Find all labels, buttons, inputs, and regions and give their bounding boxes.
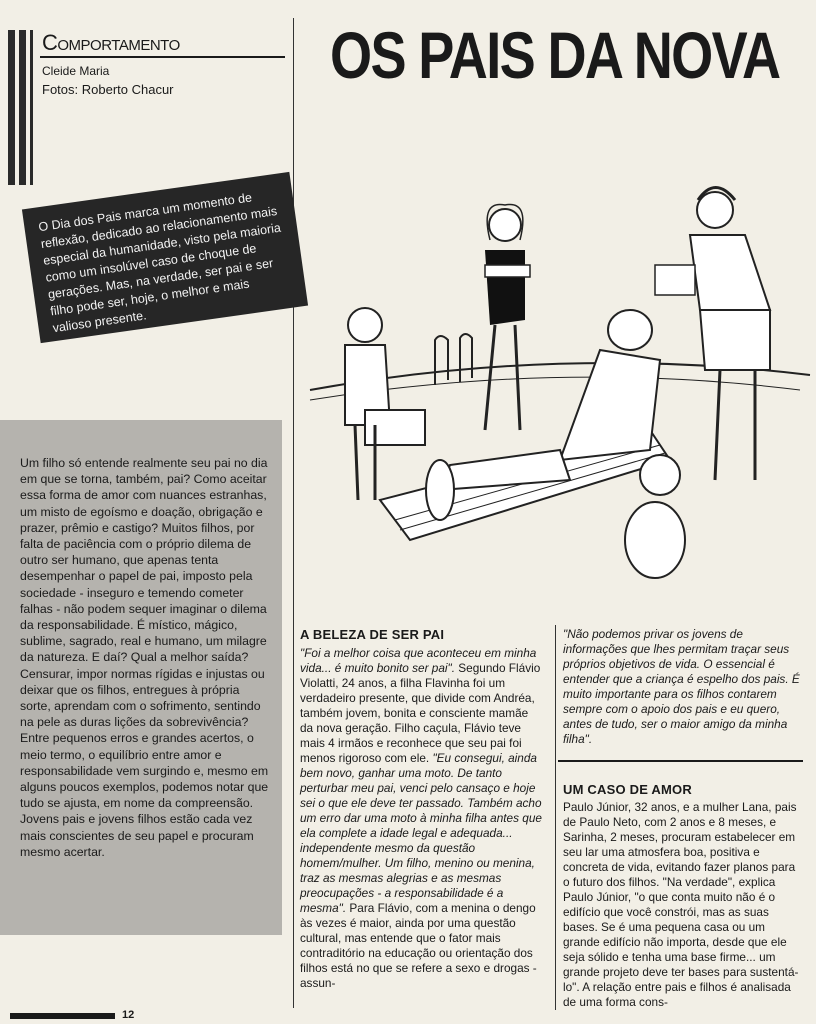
section-a-text-2: Para Flávio, com a menina o dengo às vezes é maior, ainda por uma questão cultural, mas entende que o fator mais contraditório na educação ou orientação dos filhos está no que se refere a sexo e drogas - assun-: [300, 901, 537, 990]
intro-box: O Dia dos Pais marca um momento de reflexão, dedicado ao relacionamento mais especial da humanidade, visto pela maioria como um insolúvel caso de choque de gerações. Mas, na verdade, ser pai e ser filho pode ser, hoje, o melhor e mais valioso presente.: [22, 172, 308, 343]
page-number: 12: [122, 1009, 135, 1021]
page-number-bar: [10, 1013, 115, 1019]
title-rule: [40, 56, 285, 58]
section-a-quote-2: "Eu consegui, ainda bem novo, ganhar uma moto. De tanto perturbar meu pai, venci pelo cansaço e hoje sei o que ele deve ter passado. Também acho um erro dar uma moto à minha filha antes que ela complete a idade legal e adequada... independente mesmo da questão homem/mulher. Um filho, menino ou menina, traz as mesmas alegrias e as mesmas preocupações - a responsabilidade é a mesma".: [300, 751, 542, 915]
section-divider: [558, 760, 803, 762]
section-a-text-1: Segundo Flávio Violatti, 24 anos, a filha Flavinha foi um verdadeiro presente, que divide com Andréa, também jovem, bonita e consciente mamãe da nova geração. Filho caçula, Flávio teve mais 4 irmãos e reconhece que seu pai foi menos rigoroso com ele.: [300, 661, 541, 765]
sidebar-text: Um filho só entende realmente seu pai no dia em que se torna, também, pai? Como aceitar essa forma de amor com nuances estranhas, um misto de egoísmo e doação, obrigação e prazer, prêmio e castigo? Muitos filhos, por falta de paciência com o próprio dilema de outro ser humano, que apenas tenta desempenhar o papel de pai, imposto pela sociedade - inseguro e temendo cometer falhas - não podem sequer imaginar o dilema da responsabilidade. É místico, mágico, sublime, sagrado, real e humano, um milagre da natureza. E daí? Qual a melhor saída? Censurar, impor normas rígidas e injustas ou deixar que os filhos, entregues à própria sorte, aprendam com o sofrimento, sentindo na pele as duras lições da sobrevivência? Entre pequenos erros e grandes acertos, o meio termo, o equilíbrio entre amor e responsabilidade vem surgindo e, mesmo em alguns poucos exemplos, podemos notar que tudo se ajusta, em nome da compreensão. Jovens pais e jovens filhos estão cada vez mais conscientes de seu papel e procuram mesmo acertar.: [20, 456, 269, 859]
section-a-title: A BELEZA DE SER PAI: [300, 627, 445, 642]
section-b-title: UM CASO DE AMOR: [563, 782, 692, 797]
right-quote: "Não podemos privar os jovens de informações que lhes permitam traçar seus próprios objetivos de vida. O essencial é entender que a criança é espelho dos pais. É muito importante para os filhos contarem sempre com o apoio dos pais e eu quero, antes de tudo, ser o maior amigo da minha filha".: [563, 627, 800, 746]
decorative-bar: [30, 30, 33, 185]
family-illustration: [300, 160, 816, 610]
decorative-bar: [19, 30, 26, 185]
section-b-body: Paulo Júnior, 32 anos, e a mulher Lana, pais de Paulo Neto, com 2 anos e 8 meses, e Sarinha, 2 meses, procuram estabelecer em seu lar uma atmosfera boa, positiva e concreta de vida, evitando fazer planos para o futuro dos filhos. "Na verdade", explica Paulo Júnior, "o que conta muito não é o edifício que você constrói, mas as suas bases. Se é uma pequena casa ou um grande edifício não importa, desde que ele seja sólido e tenha uma base firme... um grande projeto deve ter bases para sustentá-lo". A relação entre pais e filhos é analisada de uma forma cons-: [563, 800, 799, 1009]
decorative-bar: [8, 30, 15, 185]
section-title: Comportamento: [42, 30, 180, 55]
headline: OS PAIS DA NOVA: [330, 18, 780, 92]
column-divider: [293, 18, 294, 1008]
photo-credit: Fotos: Roberto Chacur: [42, 82, 174, 97]
section-a-quote-1: "Foi a melhor coisa que aconteceu em minha vida... é muito bonito ser pai".: [300, 646, 537, 675]
section-a-body: [300, 646, 543, 991]
author-byline: Cleide Maria: [42, 64, 110, 78]
column-divider: [555, 625, 556, 1010]
